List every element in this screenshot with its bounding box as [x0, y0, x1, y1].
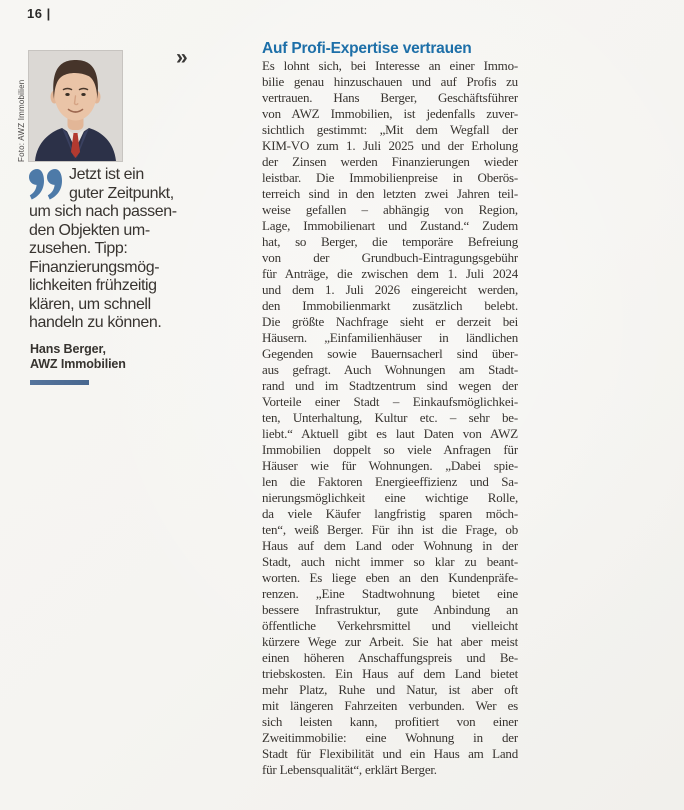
quote-icon	[29, 166, 69, 203]
article-body	[262, 58, 518, 778]
article-line: nierungsmöglichkeit eine wichtige Rolle,	[262, 490, 518, 505]
article-line: von der Grundbuch-Eintragungsgebühr	[262, 250, 518, 265]
article-heading: Auf Profi-Expertise vertrauen	[262, 40, 472, 57]
article-line: KIM-VO zum 1. Juli 2025 und der Erholung	[262, 138, 518, 153]
attribution-org: AWZ Immobilien	[30, 356, 126, 371]
article-line: einen höheren Anschaffungspreis und Be-	[262, 650, 518, 665]
article-line: Die größte Nachfrage sieht er derzeit bei	[262, 314, 518, 329]
article-line: von AWZ Immobilien, ist jedenfalls zuver-	[262, 106, 518, 121]
article-line: Stadt, auch nicht immer so klar zu beant-	[262, 554, 518, 569]
article-line: Stadt für Flexibilität und ein Haus am Land	[262, 746, 518, 761]
article-line: ten, Unterhaltung, Kultur etc. – sehr be-	[262, 410, 518, 425]
article-line: ten“, weiß Berger. Für ihn ist die Frage, ob	[262, 522, 518, 537]
portrait-photo	[28, 50, 123, 162]
pull-quote	[29, 166, 202, 333]
article-line: rand und im Stadtzentrum sind wegen der	[262, 378, 518, 393]
article-line: der Zinsen werden Finanzierungen wieder	[262, 154, 518, 169]
article-line: Zweitimmobilie: eine Wohnung in der	[262, 730, 518, 745]
page-number: 16 |	[27, 6, 51, 21]
article-line: mit längeren Fahrzeiten verbunden. Wer es	[262, 698, 518, 713]
article-line: sich leisten kann, profitiert von einer	[262, 714, 518, 729]
article-line: bessere Infrastruktur, gute Anbindung an	[262, 602, 518, 617]
person-portrait-illustration	[29, 51, 122, 161]
quote-attribution	[30, 342, 126, 371]
article-line: Immobilien doppelt so viele Anfragen für	[262, 442, 518, 457]
pull-quote-line: um sich nach passen-	[29, 203, 177, 220]
divider-rule	[30, 380, 89, 385]
article-line: für Anträge, die zwischen dem 1. Juli 2024	[262, 266, 518, 281]
pull-quote-line: klären, um schnell	[29, 295, 151, 313]
pull-quote-line: guter Zeitpunkt,	[69, 184, 174, 202]
article-line: worten. Es liege eben an den Kundenpräfe-	[262, 570, 518, 585]
article-line: da viele Käufer langfristig sparen möch-	[262, 506, 518, 521]
article-line: aus gefragt. Auch Wohnungen am Stadt-	[262, 362, 518, 377]
article-line: triebskosten. Ein Haus auf dem Land bietet	[262, 666, 518, 681]
article-line: Häuser wie für Wohnungen. „Dabei spie-	[262, 458, 518, 473]
article-line: Häusern. „Einfamilienhäuser in ländlichen	[262, 330, 518, 345]
pull-quote-line: Finanzierungsmög-	[29, 258, 160, 276]
article-line: kürzere Wege zur Arbeit. Sie hat aber meist	[262, 634, 518, 649]
photo-credit: Foto: AWZ Immobilien	[17, 79, 26, 162]
pull-quote-line: lichkeiten frühzeitig	[29, 277, 157, 294]
continuation-arrows-icon: »	[176, 46, 188, 69]
article-line: liebt.“ Aktuell gibt es laut Daten von AWZ	[262, 426, 518, 441]
article-line: hat, so Berger, die temporäre Befreiung	[262, 234, 518, 249]
pull-quote-line: zusehen. Tipp:	[29, 240, 128, 257]
article-line: weise gefallen – abhängig von Region,	[262, 202, 518, 217]
pull-quote-line: handeln zu können.	[29, 314, 162, 331]
article-line: len die Faktoren Energieeffizienz und Sa-	[262, 474, 518, 489]
article-line: mehr Platz, Ruhe und Natur, ist aber oft	[262, 682, 518, 697]
pull-quote-line: Jetzt ist ein	[69, 166, 144, 183]
article-line: Lage, Immobilienart und Zustand.“ Zudem	[262, 218, 518, 233]
article-line: sichtlich gestimmt: „Mit dem Wegfall der	[262, 122, 518, 137]
article-line: Gegenden sowie Bauernsacherl sind über-	[262, 346, 518, 361]
article-line: Haus auf dem Land oder Wohnung in der	[262, 538, 518, 553]
article-line: leistbar. Die Immobilienpreise in Oberös-	[262, 170, 518, 185]
pull-quote-line: den Objekten um-	[29, 221, 150, 239]
article-line: den Immobilienmarkt zusätzlich belebt.	[262, 298, 518, 313]
article-line: renzen. „Eine Stadtwohnung bietet eine	[262, 586, 518, 601]
article-line: bilie genau hinzuschauen und auf Profis zu	[262, 74, 518, 89]
article-line: und dem 1. Juli 2026 eingereicht werden,	[262, 282, 518, 297]
article-line: öffentliche Verkehrsmittel und vielleicht	[262, 618, 518, 633]
article-line: Vorteile einer Stadt – Einkaufsmöglichkei-	[262, 394, 518, 409]
article-line: terreich sind in den letzten zwei Jahren teil-	[262, 186, 518, 201]
article-line: Es lohnt sich, bei Interesse an einer Immo-	[262, 58, 518, 73]
article-line: vertrauen. Hans Berger, Geschäftsführer	[262, 90, 518, 105]
article-line: für Lebensqualität“, erklärt Berger.	[262, 762, 437, 777]
attribution-name: Hans Berger,	[30, 342, 106, 356]
